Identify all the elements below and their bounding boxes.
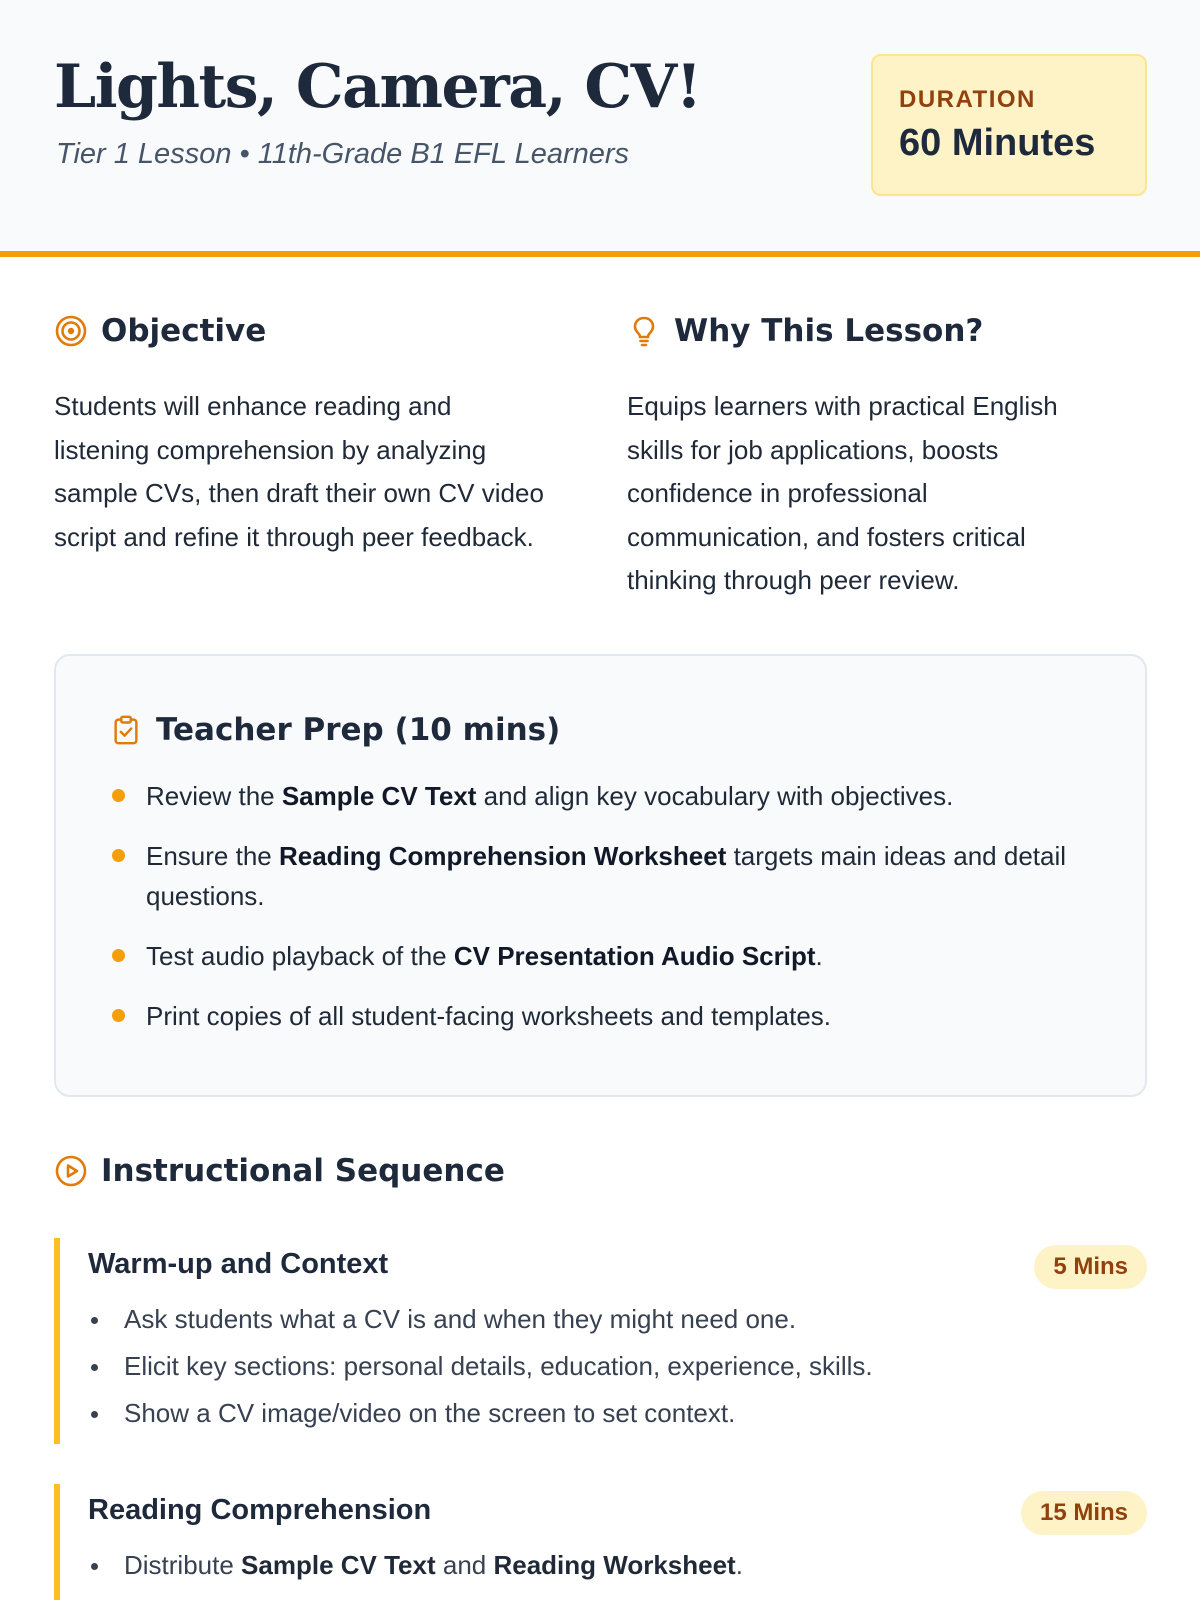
teacher-prep-card <box>54 654 1147 1097</box>
play-circle-icon <box>54 1154 88 1188</box>
list-item: Ask students what a CV is and when they might need one. <box>88 1296 1128 1343</box>
duration-card <box>871 54 1147 196</box>
clipboard-check-icon <box>110 714 142 746</box>
prep-list <box>112 776 1102 1056</box>
sequence-step-warmup <box>54 1238 1147 1444</box>
prep-heading <box>110 712 560 748</box>
lesson-subtitle: Tier 1 Lesson • 11th-Grade B1 EFL Learners <box>56 138 630 170</box>
sequence-heading <box>54 1153 505 1189</box>
target-icon <box>54 314 88 348</box>
why-heading <box>627 313 983 349</box>
sequence-step-reading <box>54 1484 1147 1600</box>
list-item: Show a CV image/video on the screen to set context. <box>88 1390 1128 1437</box>
prep-heading-text: Teacher Prep (10 mins) <box>156 712 561 748</box>
lesson-header <box>0 0 1200 257</box>
list-item: Print copies of all student-facing worksheets and templates. <box>112 996 1102 1036</box>
lesson-title: Lights, Camera, CV! <box>54 52 701 122</box>
duration-badge: 15 Mins <box>1021 1491 1147 1535</box>
objective-heading <box>54 313 266 349</box>
list-item: Review the Sample CV Text and align key vocabulary with objectives. <box>112 776 1102 816</box>
duration-label: DURATION <box>899 86 1036 113</box>
duration-value: 60 Minutes <box>899 122 1096 164</box>
list-item: Ensure the Reading Comprehension Worksheet targets main ideas and detail questions. <box>112 836 1102 916</box>
objective-heading-text: Objective <box>101 313 267 349</box>
step-list <box>88 1296 1128 1437</box>
step-list <box>88 1542 1128 1589</box>
why-heading-text: Why This Lesson? <box>674 313 984 349</box>
list-item: Elicit key sections: personal details, education, experience, skills. <box>88 1343 1128 1390</box>
step-title: Warm-up and Context <box>88 1248 389 1280</box>
list-item: Test audio playback of the CV Presentation Audio Script. <box>112 936 1102 976</box>
why-text: Equips learners with practical English skills for job applications, boosts confidence in professional communication, and fosters critical thinking through peer review. <box>627 391 1058 595</box>
list-item: Distribute Sample CV Text and Reading Worksheet. <box>88 1542 1128 1589</box>
objective-text: Students will enhance reading and listening comprehension by analyzing sample CVs, then draft their own CV video script and refine it through peer feedback. <box>54 391 544 552</box>
step-title: Reading Comprehension <box>88 1494 432 1526</box>
sequence-heading-text: Instructional Sequence <box>101 1153 505 1189</box>
lightbulb-icon <box>627 314 661 348</box>
duration-badge: 5 Mins <box>1034 1245 1147 1289</box>
